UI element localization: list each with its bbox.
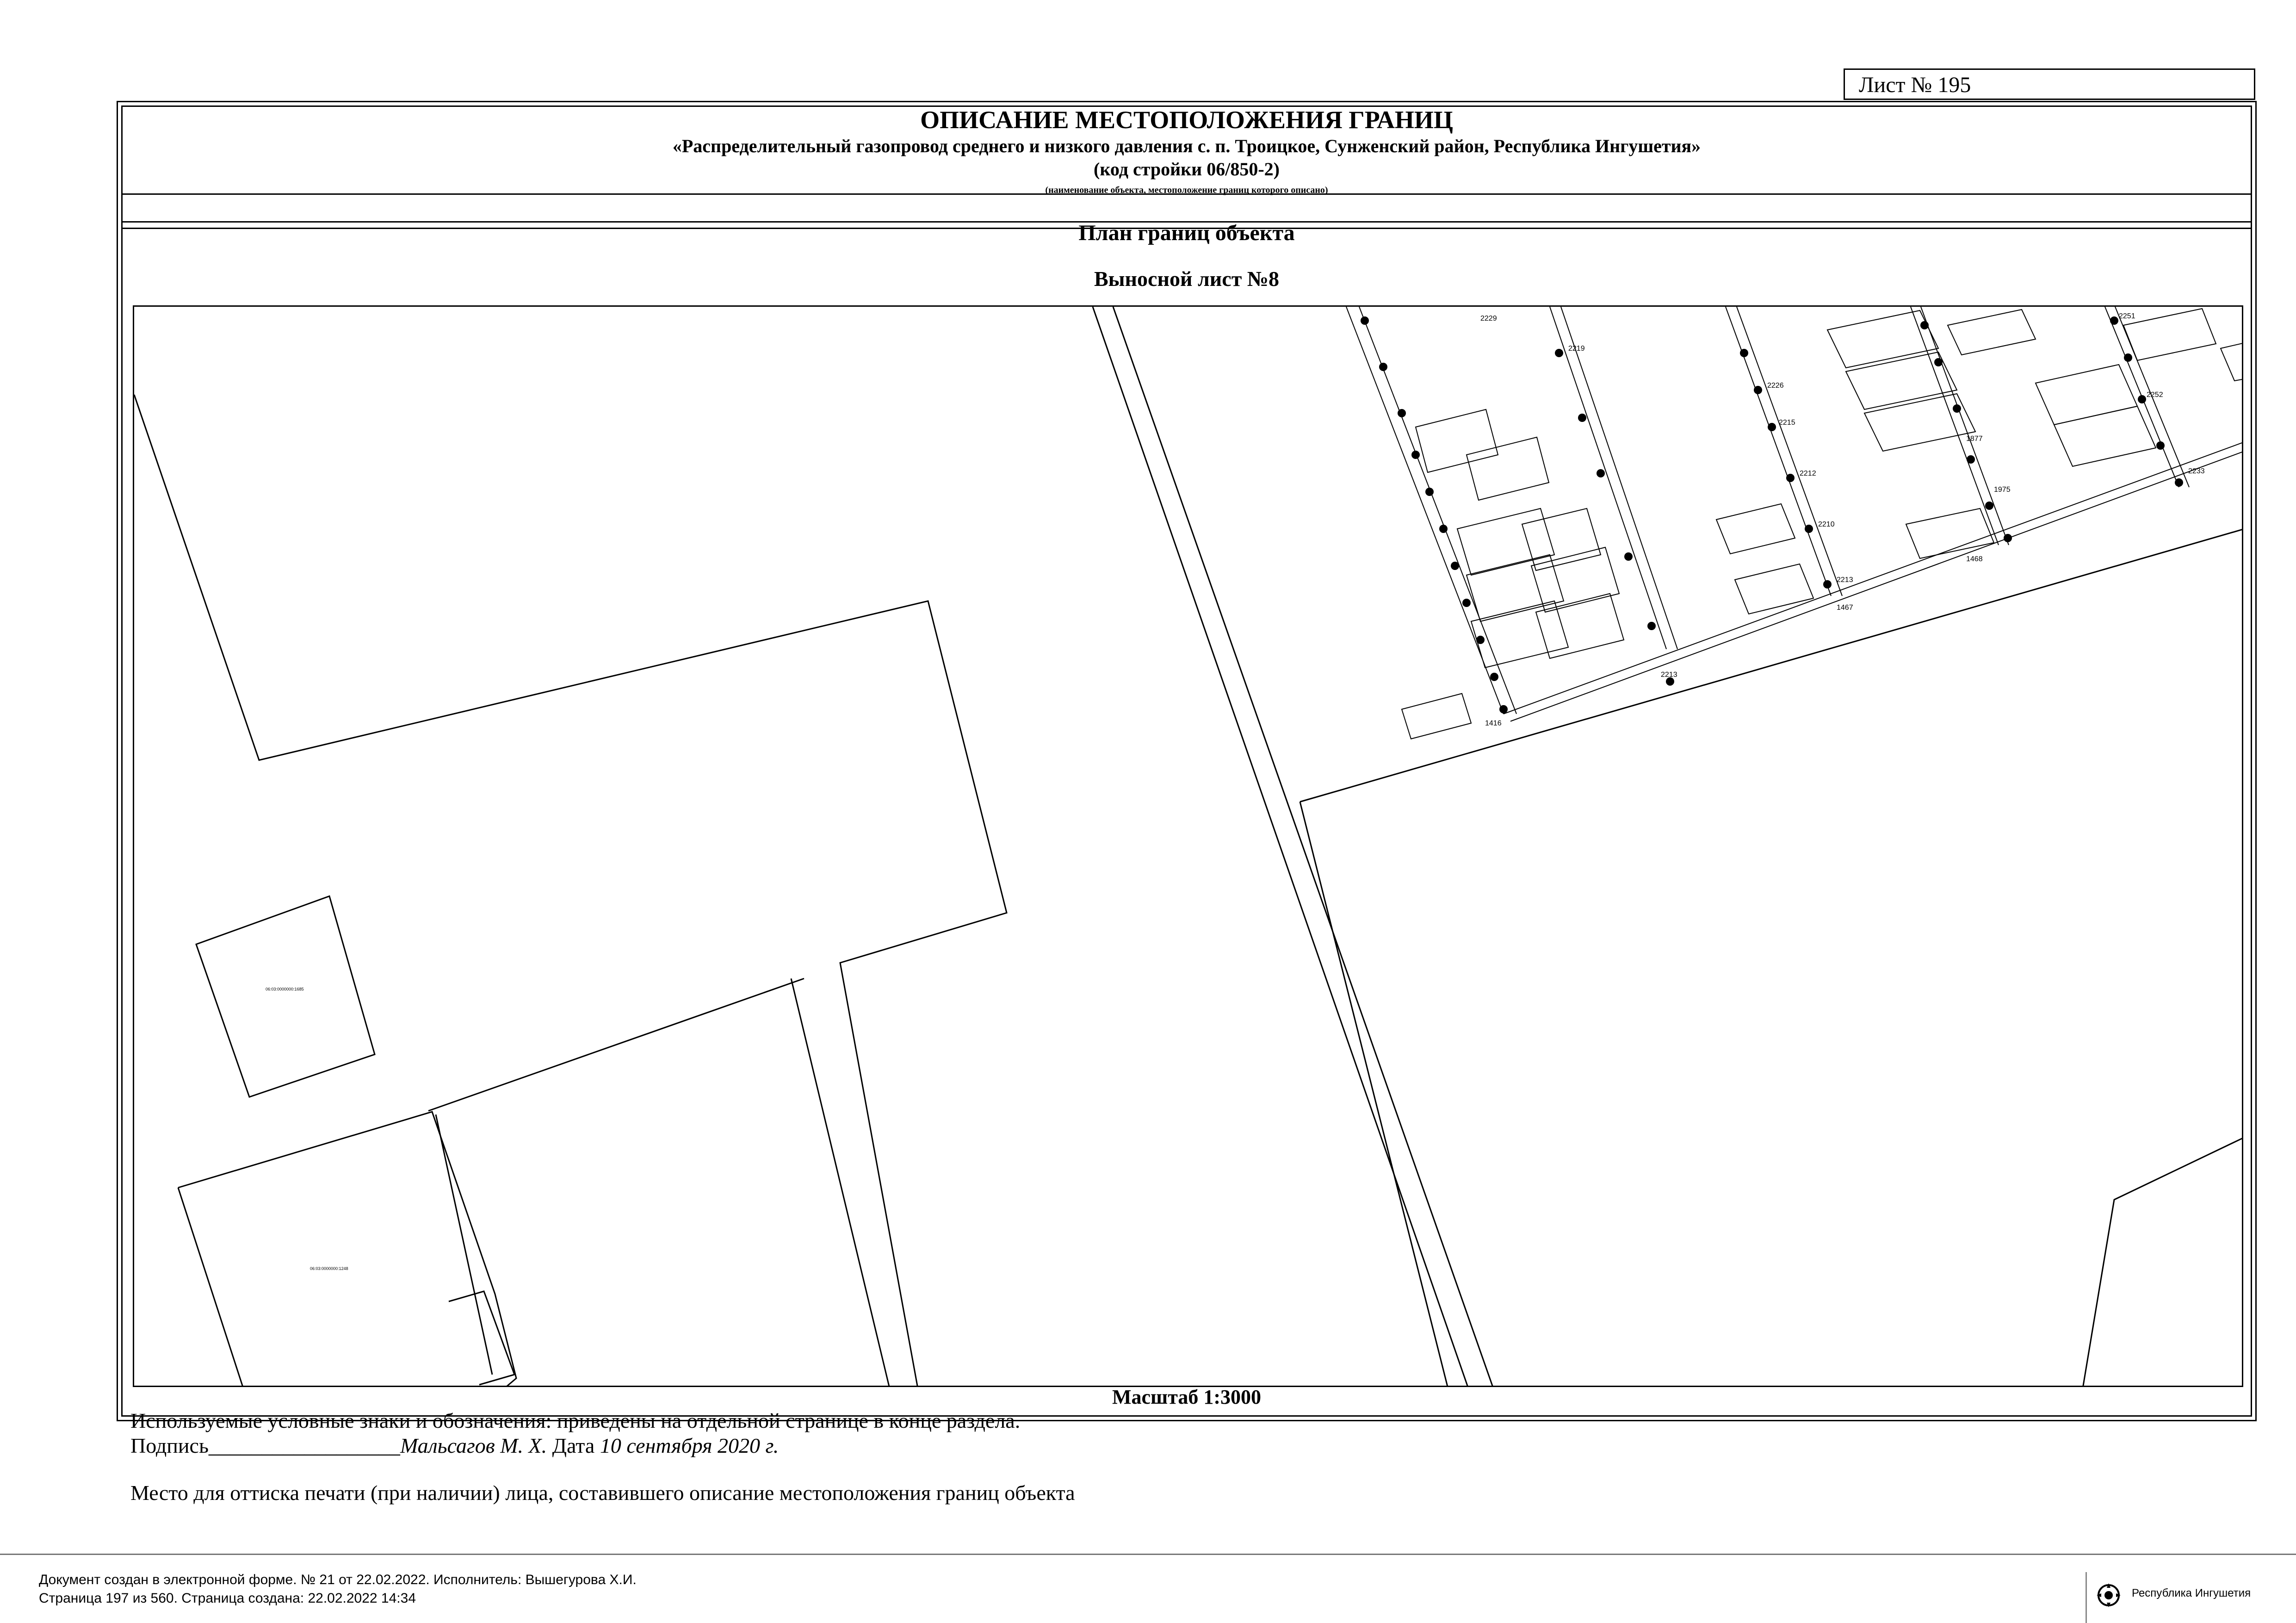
signature-label: Подпись__________________ — [130, 1434, 400, 1457]
footer-page-info: Страница 197 из 560. Страница создана: 22.02.2022 14:34 — [39, 1591, 416, 1606]
point-label: 1468 — [1966, 555, 1983, 563]
parcel-boundary — [178, 1188, 243, 1387]
plan-title: План границ объекта — [1078, 221, 1295, 245]
document-title: ОПИСАНИЕ МЕСТОПОЛОЖЕНИЯ ГРАНИЦ — [920, 106, 1453, 134]
footer-org-name: Республика Ингушетия — [2132, 1587, 2251, 1599]
pipeline-corridor — [1737, 307, 1842, 596]
point-label: 2252 — [2147, 391, 2163, 399]
pipeline-corridor — [1911, 307, 1999, 545]
signature-line — [130, 1433, 779, 1458]
plan-subtitle: Выносной лист №8 — [1094, 267, 1280, 291]
point-label: 2251 — [2119, 312, 2135, 320]
parcel-small — [2054, 406, 2156, 466]
parcel-small — [1416, 409, 1498, 472]
pipeline-corridor — [1561, 307, 1677, 649]
point-label: 2215 — [1779, 419, 1795, 427]
date-label: Дата — [552, 1434, 595, 1457]
pipeline-corridor — [1921, 307, 2009, 545]
point-label: 1877 — [1966, 435, 1983, 443]
pipeline-corridor — [1510, 451, 2243, 721]
point-label: 2210 — [1818, 520, 1835, 528]
point-label: 2212 — [1800, 470, 1816, 477]
sheet-number: Лист № 195 — [1844, 68, 2255, 100]
ingushetia-emblem-icon — [2095, 1581, 2123, 1609]
road-line — [1093, 307, 1468, 1387]
parcel-small — [1827, 310, 1938, 368]
point-label: 2213 — [1837, 576, 1853, 584]
map-scale: Масштаб 1:3000 — [1112, 1386, 1261, 1408]
stamp-place-note: Место для оттиска печати (при наличии) лица, составившего описание местоположения границ объекта — [130, 1481, 1075, 1505]
parcel-small — [2123, 309, 2216, 360]
parcel-small — [1906, 508, 1994, 558]
parcel-small — [1716, 504, 1795, 554]
parcel-boundary — [1300, 802, 1448, 1387]
parcel-boundary — [428, 979, 804, 1111]
signature-date: 10 сентября 2020 г. — [600, 1434, 779, 1457]
signer-name: Мальсагов М. Х. — [400, 1434, 547, 1457]
point-label: 1416 — [1485, 719, 1502, 727]
parcel-boundary — [2083, 1137, 2243, 1387]
parcel-boundary — [134, 395, 1007, 1387]
parcel-boundary — [449, 1291, 514, 1385]
parcel-boundary — [791, 979, 890, 1387]
object-caption: (наименование объекта, местоположение границ которого описано) — [1045, 185, 1328, 195]
point-label: 2213 — [1661, 671, 1677, 679]
footer-doc-info: Документ создан в электронной форме. № 21 от 22.02.2022. Исполнитель: Вышегурова Х.И. — [39, 1572, 637, 1587]
boundary-plan-drawing — [134, 307, 2243, 1387]
point-label: 2219 — [1568, 345, 1585, 353]
footer-separator — [2086, 1572, 2087, 1623]
construction-code: (код стройки 06/850-2) — [1094, 159, 1280, 180]
boundary-points — [1361, 316, 2183, 713]
parcel-1685 — [196, 896, 375, 1097]
point-label: 2226 — [1767, 382, 1784, 390]
footer-divider — [0, 1554, 2296, 1555]
parcel-small — [2221, 343, 2243, 381]
parcel-label-1248: 06:03:0000000:1248 — [310, 1266, 348, 1271]
point-label: 1467 — [1837, 604, 1853, 612]
boundary-plan-map — [133, 305, 2243, 1387]
parcel-small — [1402, 694, 1471, 739]
point-label: 2233 — [2188, 467, 2205, 475]
parcel-small — [2036, 365, 2137, 425]
pipeline-corridor — [1550, 307, 1666, 649]
parcel-boundary — [436, 1115, 492, 1375]
parcel-small — [1948, 310, 2036, 355]
point-label: 1975 — [1994, 486, 2011, 494]
parcel-small — [1467, 437, 1549, 500]
point-label: 2229 — [1480, 315, 1497, 322]
parcel-small — [1864, 394, 1975, 451]
pipeline-corridor — [1346, 307, 1504, 714]
legend-note: Используемые условные знаки и обозначения: приведены на отдельной странице в конце раздела. — [130, 1409, 1021, 1432]
parcel-label-1685: 06:03:0000000:1685 — [266, 987, 304, 991]
parcel-small — [1522, 508, 1601, 570]
road-line — [1113, 307, 1493, 1387]
parcel-boundary — [1300, 529, 2243, 802]
object-name: «Распределительный газопровод среднего и низкого давления с. п. Троицкое, Сунженский район, Республика Ингушетия» — [672, 136, 1701, 156]
parcel-small — [1735, 564, 1813, 614]
